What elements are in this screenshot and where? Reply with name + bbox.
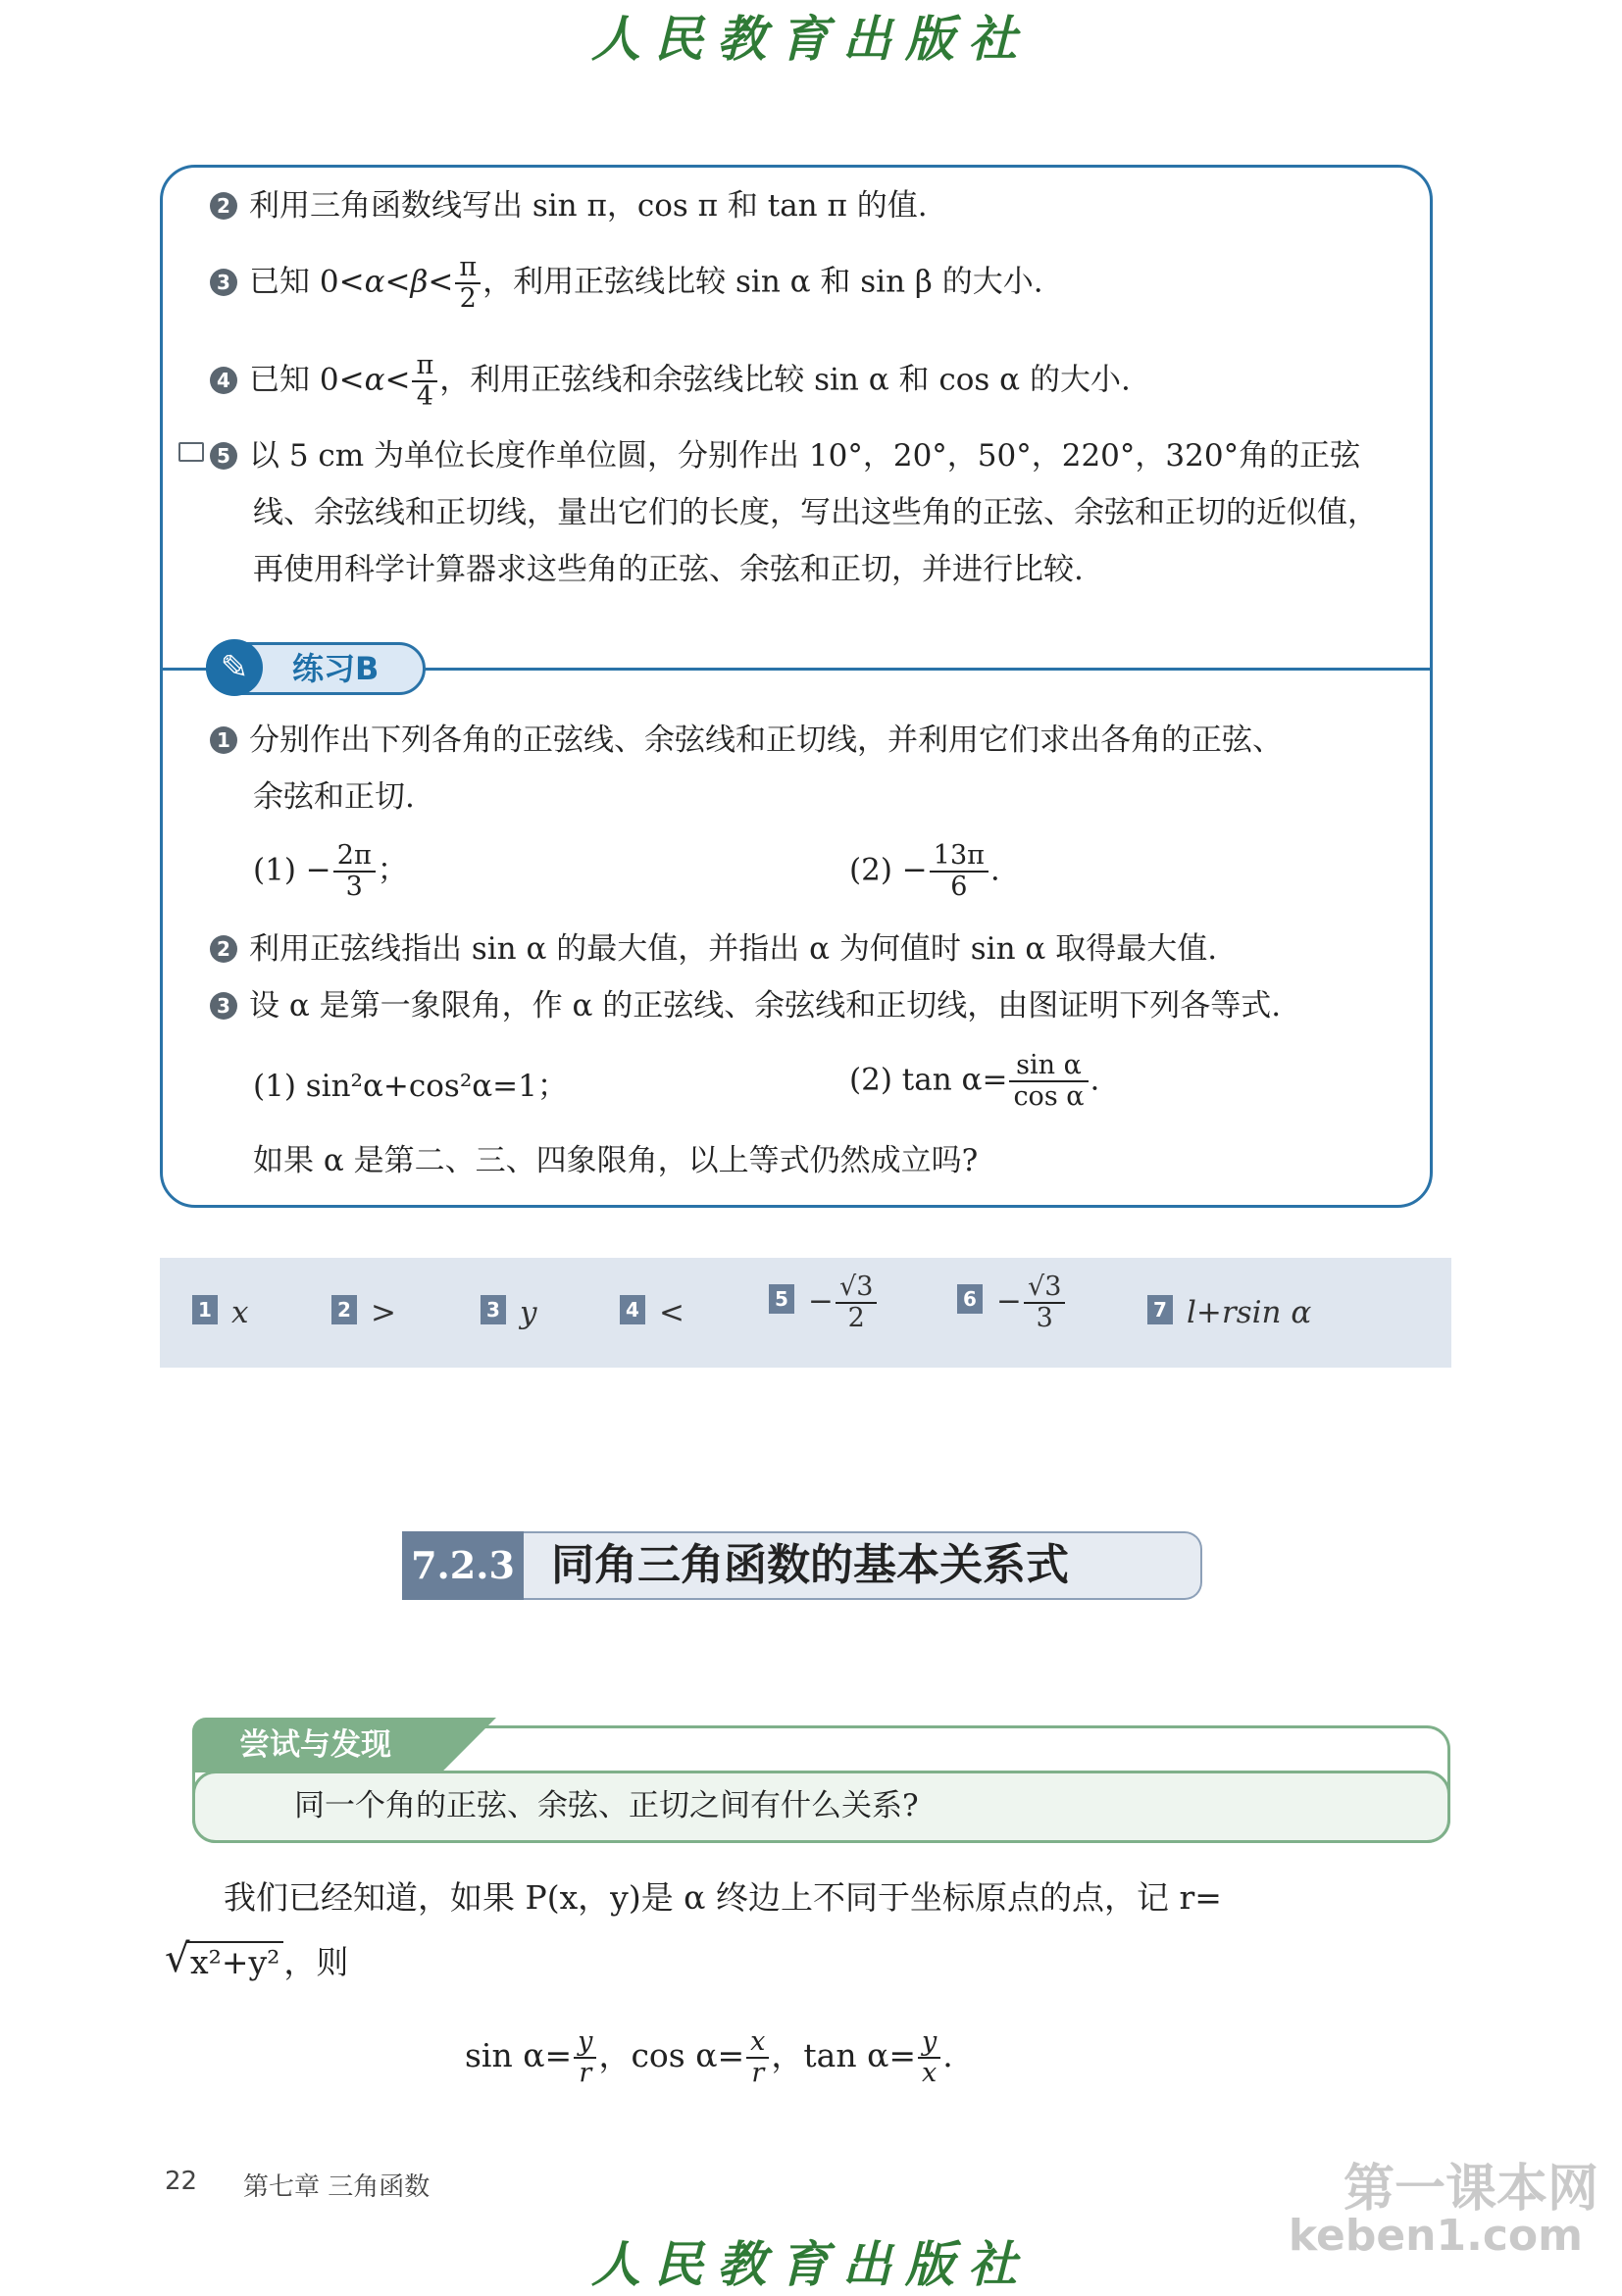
exercise-b-label: 练习B xyxy=(292,650,380,687)
try-discover-question: 同一个角的正弦、余弦、正切之间有什么关系? xyxy=(294,1788,919,1823)
computer-icon xyxy=(178,442,204,462)
fraction: $\frac{2\pi}{3}$ xyxy=(333,841,376,902)
fraction: $\frac{13\pi}{6}$ xyxy=(930,841,988,902)
exercise-a-q3: 3 已知 0<α<β< $\frac{\pi}{2}$ ，利用正弦线比较 sin α 和 sin β 的大小. xyxy=(210,253,1043,314)
exercise-a-q2: 2 利用三角函数线写出 sin π，cos π 和 tan π 的值. xyxy=(210,186,928,225)
question-number: 1 xyxy=(210,726,237,754)
ratio-formulas: sin α= $\frac{y}{r}$ ，cos α= $\frac{x}{r}$ ，tan α= $\frac{y}{x}$ . xyxy=(465,2026,953,2088)
exercise-b-q1: 1 分别作出下列各角的正弦线、余弦线和正切线，并利用它们求出各角的正弦、 xyxy=(210,721,1283,760)
question-number: 2 xyxy=(210,935,237,963)
watermark-en: keben1.com xyxy=(1288,2211,1583,2261)
exercise-b-q3: 3 设 α 是第一象限角，作 α 的正弦线、余弦线和正切线，由图证明下列各等式. xyxy=(210,986,1281,1025)
watermark-cn: 第一课本网 xyxy=(1343,2160,1598,2219)
answer-5: 5 − $\frac{√3}{2}$ xyxy=(769,1273,879,1333)
exercise-b-q1-part2: (2) − $\frac{13\pi}{6}$ . xyxy=(849,840,1000,902)
exercise-b-q1-line2: 余弦和正切. xyxy=(253,779,415,815)
fraction: $\frac{y}{r}$ xyxy=(574,2027,596,2088)
body-line-2: √ x²+y² ，则 xyxy=(165,1941,348,1984)
section-title: 同角三角函数的基本关系式 xyxy=(551,1540,1069,1590)
question-number: 3 xyxy=(210,992,237,1020)
exercise-a-q4: 4 已知 0<α< $\frac{\pi}{4}$ ，利用正弦线和余弦线比较 sin α 和 cos α 的大小. xyxy=(210,351,1131,412)
pencil-icon: ✎ xyxy=(206,639,263,696)
square-root: √ x²+y² xyxy=(165,1941,283,1984)
publisher-footer: 人民教育出版社 xyxy=(591,2235,1031,2293)
identity-1: (1) sin²α+cos²α=1； xyxy=(253,1069,568,1104)
fraction: $\frac{y}{x}$ xyxy=(918,2027,940,2088)
question-number: 4 xyxy=(210,367,237,394)
fraction: $\frac{√3}{3}$ xyxy=(1024,1273,1065,1333)
question-number: 3 xyxy=(210,269,237,296)
exercise-a-q5-line3: 再使用科学计算器求这些角的正弦、余弦和正切，并进行比较. xyxy=(253,552,1084,587)
exercise-b-q2: 2 利用正弦线指出 sin α 的最大值，并指出 α 为何值时 sin α 取得最大值. xyxy=(210,929,1217,969)
answer-4: 4 < xyxy=(620,1288,684,1337)
page-number: 22 xyxy=(165,2167,198,2196)
fraction: $\frac{\text{sin α}}{\text{cos α}}$ xyxy=(1009,1051,1088,1112)
question-number: 2 xyxy=(210,192,237,220)
fraction: $\frac{\pi}{4}$ xyxy=(412,351,437,412)
question-number: 5 xyxy=(210,442,237,470)
fraction: $\frac{√3}{2}$ xyxy=(836,1273,877,1333)
fraction: $\frac{\pi}{2}$ xyxy=(455,253,481,314)
try-discover-label: 尝试与发现 xyxy=(239,1727,391,1763)
answer-7: 7 l+rsin α xyxy=(1147,1288,1311,1337)
fraction: $\frac{x}{r}$ xyxy=(746,2027,769,2088)
identity-2: (2) tan α= $\frac{\text{sin α}}{\text{cos α}}$ . xyxy=(849,1050,1100,1112)
answer-1: 1 x xyxy=(192,1288,248,1337)
exercise-a-q5-line2: 线、余弦线和正切线，量出它们的长度，写出这些角的正弦、余弦和正切的近似值， xyxy=(253,495,1378,530)
answer-2: 2 > xyxy=(331,1288,396,1337)
answer-6: 6 − $\frac{√3}{3}$ xyxy=(957,1273,1067,1333)
publisher-header: 人民教育出版社 xyxy=(591,10,1031,68)
exercise-a-q5: 5 以 5 cm 为单位长度作单位圆，分别作出 10°，20°，50°，220°，320°角的正弦 xyxy=(178,436,1360,475)
answer-3: 3 y xyxy=(481,1288,537,1337)
chapter-label: 第七章 三角函数 xyxy=(243,2172,431,2202)
body-line-1: 我们已经知道，如果 P(x，y)是 α 终边上不同于坐标原点的点，记 r= xyxy=(224,1878,1222,1917)
exercise-b-q1-part1: (1) − $\frac{2\pi}{3}$ ； xyxy=(253,840,408,902)
exercise-b-followup: 如果 α 是第二、三、四象限角，以上等式仍然成立吗? xyxy=(253,1143,979,1178)
section-number: 7.2.3 xyxy=(402,1531,524,1600)
